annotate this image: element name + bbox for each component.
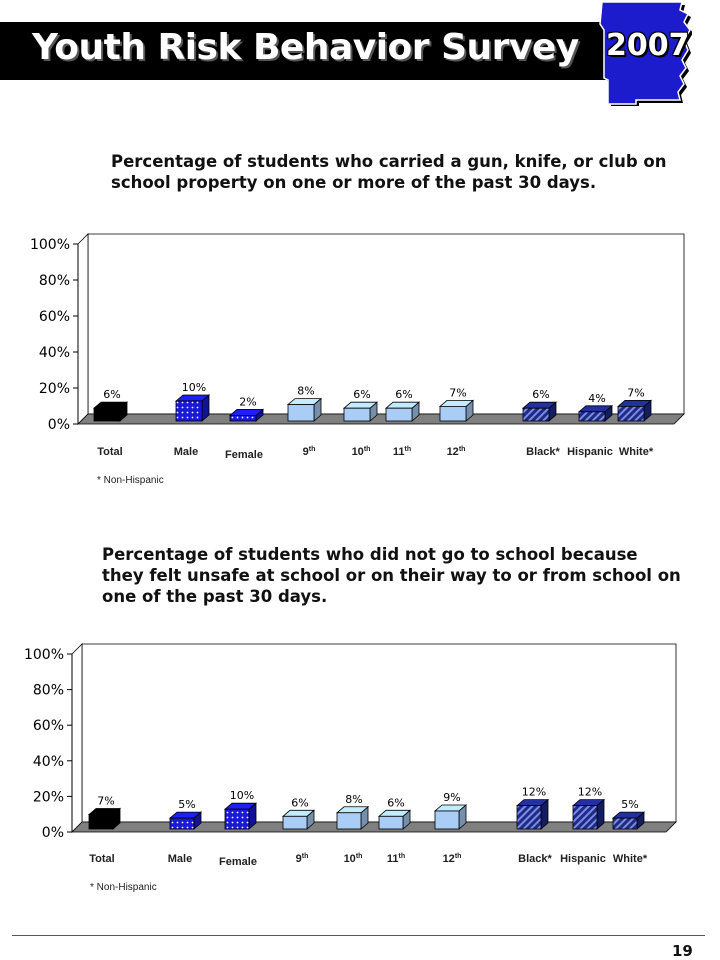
bar-total — [94, 402, 127, 421]
chart-back-wall — [88, 234, 684, 414]
data-label: 12% — [577, 785, 603, 799]
y-tick-label: 80% — [32, 682, 64, 699]
bar-black — [523, 402, 556, 421]
x-tick-label: 11th — [386, 853, 406, 865]
bar-9th — [283, 810, 314, 829]
y-tick-label: 40% — [32, 753, 64, 770]
y-tick-label: 0% — [47, 417, 70, 433]
bar-11th — [386, 402, 419, 421]
x-tick-label: White* — [618, 446, 654, 458]
x-tick-label: Black* — [518, 853, 552, 865]
bar-female — [225, 803, 256, 829]
x-tick-label: Total — [89, 853, 115, 865]
data-label: 6% — [387, 796, 405, 810]
data-label: 12% — [521, 785, 547, 799]
y-tick-label: 20% — [32, 789, 64, 806]
x-tick-label: 10th — [351, 446, 371, 458]
x-tick-label: Female — [219, 856, 257, 868]
y-tick-label: 100% — [23, 647, 64, 663]
data-label: 10% — [229, 789, 255, 803]
y-tick-label: 100% — [29, 237, 70, 253]
bar-12th — [440, 400, 473, 421]
footer-divider — [12, 935, 705, 936]
bar-12th — [435, 805, 466, 829]
bar-hispanic — [579, 406, 612, 421]
bar-10th — [337, 807, 368, 829]
y-tick-label: 80% — [38, 273, 70, 289]
y-tick-label: 40% — [38, 345, 70, 361]
data-label: 6% — [291, 796, 309, 810]
data-label: 5% — [621, 798, 639, 812]
bar-white — [618, 400, 651, 421]
x-tick-label: Male — [167, 853, 193, 865]
bar-chart-carried-weapon — [0, 220, 720, 510]
page-number: 19 — [672, 942, 693, 960]
chart-2-title: Percentage of students who did not go to school because they felt unsafe at school or on their way to or from school on one of the past 30 days. — [102, 545, 681, 606]
page-title: Youth Risk Behavior Survey — [32, 27, 579, 68]
bar-white — [613, 812, 644, 829]
data-label: 10% — [181, 381, 207, 394]
bar-9th — [288, 399, 321, 421]
y-tick-label: 60% — [32, 718, 64, 735]
data-label: 7% — [627, 386, 645, 400]
data-label: 4% — [588, 391, 606, 405]
data-label: 6% — [395, 388, 413, 402]
x-tick-label: Hispanic — [567, 446, 613, 458]
bar-10th — [344, 402, 377, 421]
bar-hispanic — [573, 800, 604, 829]
bar-female — [230, 409, 263, 421]
year-label: 2007 — [606, 28, 690, 63]
data-label: 7% — [449, 386, 467, 400]
data-label: 6% — [353, 388, 371, 402]
x-tick-label: Female — [225, 449, 263, 461]
x-tick-label: 12th — [446, 446, 466, 458]
x-tick-label: 9th — [302, 446, 316, 458]
y-tick-label: 60% — [38, 309, 70, 325]
x-tick-label: 10th — [343, 853, 363, 865]
bar-11th — [379, 810, 410, 829]
y-tick-label: 0% — [41, 825, 64, 841]
y-tick-label: 20% — [38, 381, 70, 397]
bar-total — [89, 809, 120, 829]
x-tick-label: Male — [173, 446, 199, 458]
data-label: 5% — [178, 798, 196, 812]
x-tick-label: 9th — [295, 853, 309, 865]
chart-side-wall — [78, 234, 88, 424]
data-label: 6% — [532, 388, 550, 402]
chart-side-wall — [72, 644, 82, 832]
data-label: 6% — [103, 388, 121, 402]
x-tick-label: Hispanic — [560, 853, 606, 865]
bar-male — [176, 395, 209, 421]
x-tick-label: Total — [97, 446, 123, 458]
x-tick-label: White* — [612, 853, 648, 865]
x-tick-label: 12th — [442, 853, 462, 865]
bar-black — [517, 800, 548, 829]
x-tick-label: Black* — [526, 446, 560, 458]
footnote-non-hispanic: * Non-Hispanic — [97, 475, 164, 486]
data-label: 9% — [443, 790, 461, 804]
data-label: 2% — [239, 395, 257, 409]
footnote-non-hispanic: * Non-Hispanic — [90, 882, 157, 893]
data-label: 7% — [97, 794, 115, 808]
x-tick-label: 11th — [392, 446, 412, 458]
data-label: 8% — [345, 792, 363, 806]
data-label: 8% — [297, 384, 315, 398]
bar-chart-felt-unsafe — [0, 630, 720, 900]
chart-1-title: Percentage of students who carried a gun, knife, or club on school property on one or more of the past 30 days. — [111, 152, 667, 192]
bar-male — [170, 812, 201, 829]
